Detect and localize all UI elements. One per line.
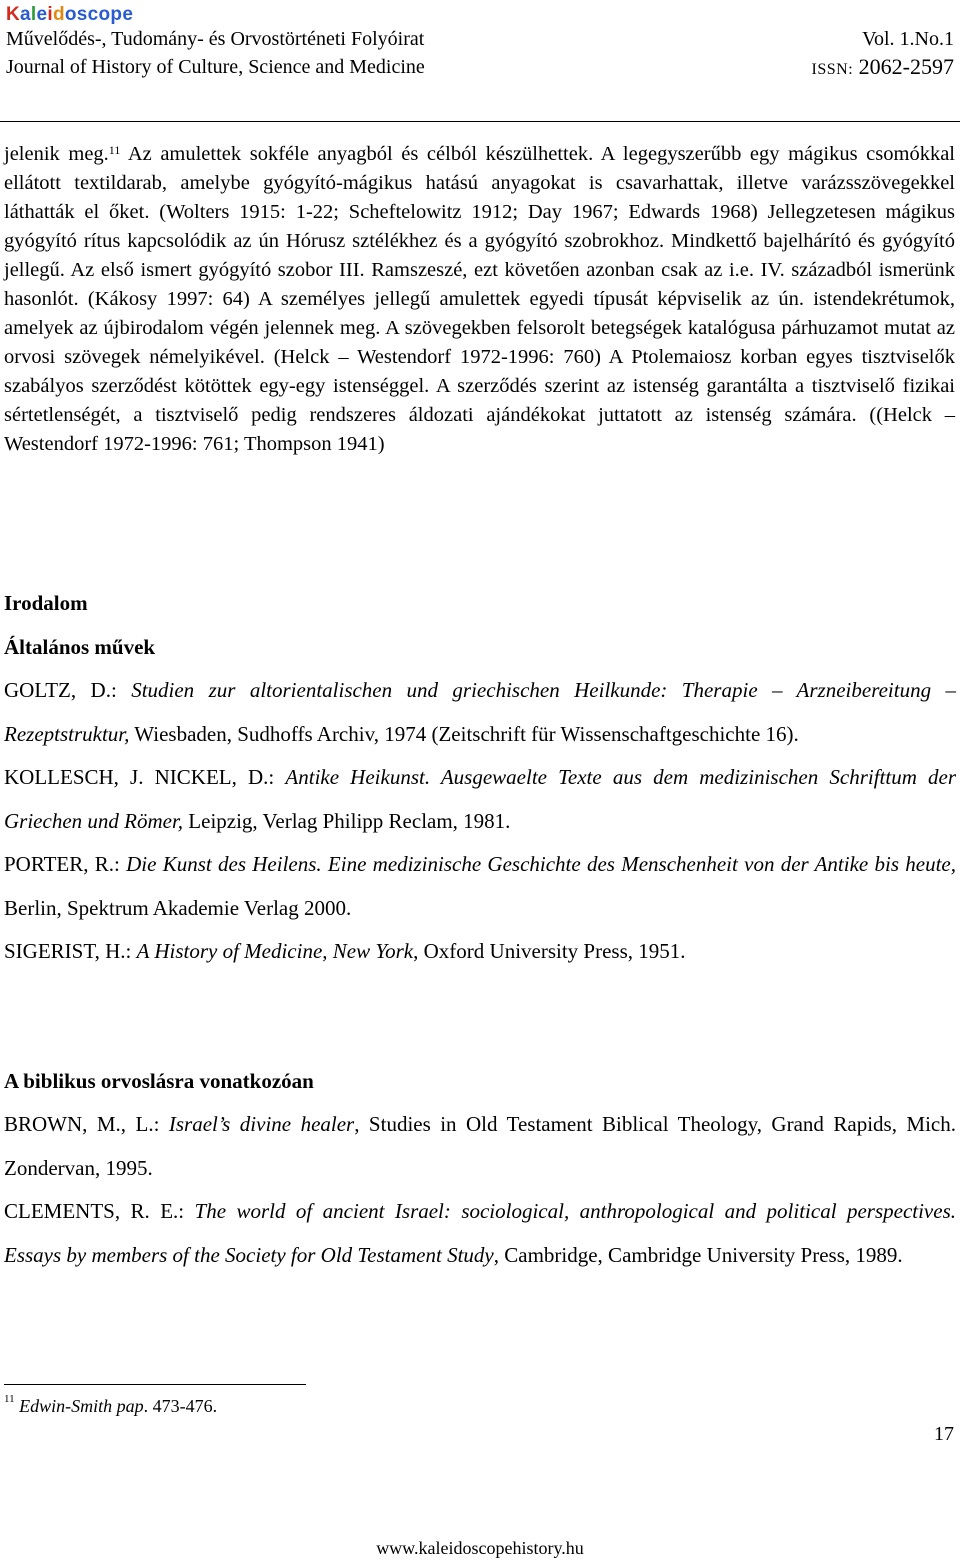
ref-sep: :	[153, 1112, 169, 1136]
footnote-rule	[4, 1384, 306, 1385]
footnote-ref: 11	[108, 143, 121, 157]
journal-title-hu: Művelődés-, Tudomány- és Orvostörténeti Folyóirat	[6, 28, 425, 50]
ref-author: BROWN, M., L.	[4, 1112, 154, 1136]
subheading-biblical: A biblikus orvoslásra vonatkozóan	[4, 1069, 314, 1093]
ref-publisher: Berlin, Spektrum Akademie Verlag 2000.	[4, 895, 352, 920]
reference-item	[4, 843, 956, 930]
header-rule	[0, 121, 960, 122]
journal-logo: Kaleidoscope	[6, 4, 134, 25]
section-heading-irodalom: Irodalom	[4, 591, 88, 615]
ref-sep: :	[178, 1199, 195, 1223]
ref-title: Israel’s divine healer	[168, 1112, 355, 1136]
reference-item	[4, 1190, 956, 1277]
ref-publisher: Wiesbaden, Sudhoffs Archiv, 1974 (Zeitschrift für Wissenschaftgeschichte 16).	[129, 721, 799, 746]
ref-sep: :	[125, 939, 137, 963]
footnote-number: 11	[4, 1393, 15, 1405]
page-header	[0, 0, 960, 122]
ref-publisher: , Studies in Old Testament Biblical Theology, Grand Rapids, Mich. Zondervan, 1995.	[4, 1112, 956, 1180]
ref-title: Antike Heikunst. Ausgewaelte Texte aus dem medizinischen Schrifttum der Griechen und Römer,	[4, 765, 956, 833]
ref-title: Studien zur altorientalischen und griechischen Heilkunde: Therapie – Arzneibereitung – Rezeptstruktur,	[4, 678, 956, 746]
issn-label: ISSN:	[811, 61, 854, 78]
ref-title: The world of ancient Israel: sociological, anthropological and political perspectives. Essays by members of the Society for Old Testament Study	[4, 1199, 956, 1267]
biblical-references	[4, 1103, 956, 1277]
general-references	[4, 669, 956, 974]
footnote	[4, 1393, 218, 1417]
ref-title: A History of Medicine, New York	[136, 939, 414, 963]
ref-sep: :	[268, 765, 286, 789]
issn-value: 2062-2597	[858, 54, 954, 79]
footnote-title: Edwin-Smith pap	[19, 1396, 144, 1416]
ref-author: PORTER, R.	[4, 852, 115, 876]
ref-publisher: Leipzig, Verlag Philipp Reclam, 1981.	[183, 808, 511, 833]
body-text-start: jelenik meg.	[4, 143, 109, 165]
ref-title: Die Kunst des Heilens. Eine medizinische Geschichte des Menschenheit von der Antike bis heute,	[126, 852, 956, 876]
issn	[812, 54, 954, 80]
body-text: Az amulettek sokféle anyagból és célból készülhettek. A legegyszerűbb egy mágikus csomókkal ellátott textildarab, amelybe gyógyító-mágikus hatású anyagokat is csavarhattak, illetve varázsszövegekkel láthatták el őket. (Wolters 1915: 1-22; Scheftelowitz 1912; Day 1967; Edwards 1968) Jellegzetesen mágikus gyógyító rítus kapcsolódik az ún Hórusz sztélékhez és a gyógyító szobrokhoz. Mindkettő bajelhárító és gyógyító jellegű. Az első ismert gyógyító szobor III. Ramszeszé, ezt követően azonban csak az i.e. IV. századból ismerünk hasonlót. (Kákosy 1997: 64) A személyes jellegű amulettek egyedi típusát képviselik az ún. istendekrétumok, amelyek az újbirodalom végén jelennek meg. A szövegekben felsorolt betegségek katalógusa párhuzamot mutat az orvosi szövegek némelyikével. (Helck – Westendorf 1972-1996: 760) A Ptolemaiosz korban egyes tisztviselők szabályos szerződést kötöttek egy-egy istenséggel. A szerződés szerint az istenség garantálta a tisztviselő fizikai sértetlenségét, a tisztviselő pedig rendszeres áldozati ajándékokat juttatott az istenség számára. ((Helck – Westendorf 1972-1996: 761; Thompson 1941)	[4, 143, 955, 455]
body-paragraph	[4, 140, 955, 459]
journal-title-en: Journal of History of Culture, Science and Medicine	[6, 56, 425, 78]
page-number: 17	[934, 1423, 954, 1445]
subheading-general-works: Általános művek	[4, 635, 156, 659]
ref-author: SIGERIST, H.	[4, 939, 126, 963]
reference-item	[4, 1103, 956, 1190]
ref-sep: :	[114, 852, 127, 876]
reference-item	[4, 669, 956, 756]
ref-author: GOLTZ, D.	[4, 678, 111, 702]
ref-sep: :	[110, 678, 132, 702]
reference-item	[4, 930, 956, 974]
volume-label: Vol. 1.No.1	[862, 28, 954, 50]
ref-author: KOLLESCH, J. NICKEL, D.	[4, 765, 269, 789]
ref-author: CLEMENTS, R. E.	[4, 1199, 179, 1223]
reference-item	[4, 756, 956, 843]
footnote-pages: . 473-476.	[143, 1396, 218, 1416]
ref-publisher: , Cambridge, Cambridge University Press, 1989.	[493, 1242, 903, 1267]
footer-url: www.kaleidoscopehistory.hu	[376, 1538, 584, 1558]
ref-publisher: , Oxford University Press, 1951.	[413, 939, 686, 963]
